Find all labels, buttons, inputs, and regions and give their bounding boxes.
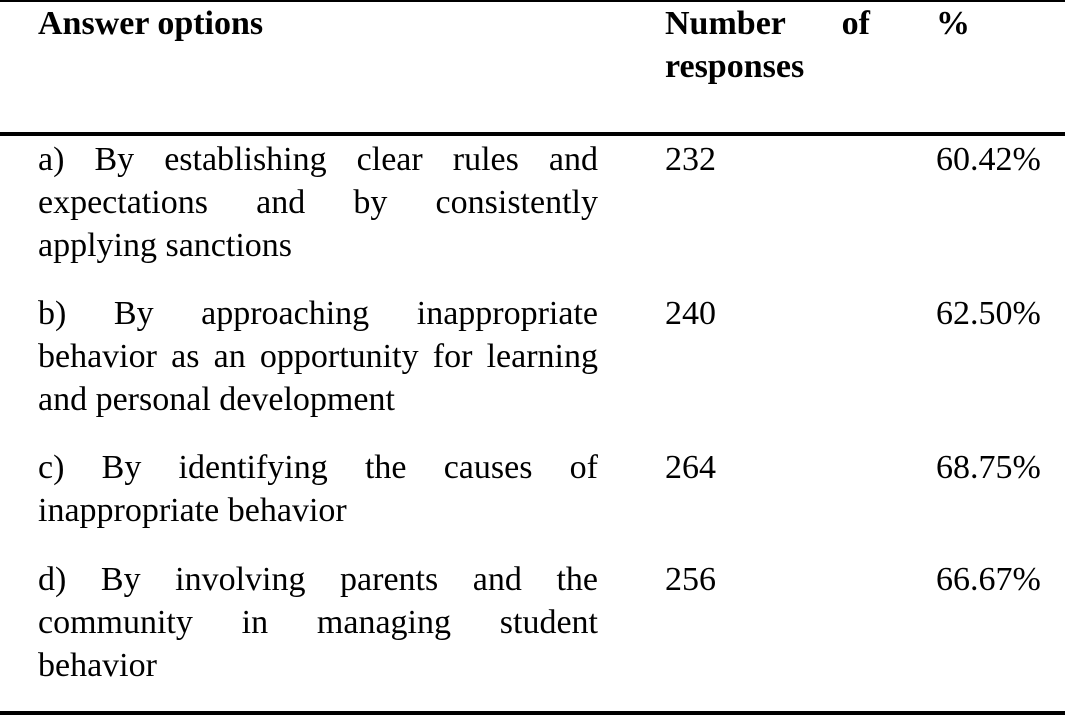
response-percent-b: 62.50% xyxy=(936,295,1041,332)
answer-option-c: c) By identifying the causes of inappropriate behavior xyxy=(38,449,598,529)
header-divider-rule xyxy=(0,132,1065,136)
response-count-b: 240 xyxy=(665,295,716,332)
response-count-a: 232 xyxy=(665,141,716,178)
response-percent-c: 68.75% xyxy=(936,449,1041,486)
header-number-of-responses: Number of responses xyxy=(665,5,870,85)
answer-option-a: a) By establishing clear rules and expectations and by consistently applying sanctions xyxy=(38,141,598,264)
header-percent: % xyxy=(936,5,970,42)
response-count-c: 264 xyxy=(665,449,716,486)
answer-option-b: b) By approaching inappropriate behavior as an opportunity for learning and personal development xyxy=(38,295,598,418)
response-percent-a: 60.42% xyxy=(936,141,1041,178)
table-bottom-rule xyxy=(0,711,1065,715)
header-answer-options: Answer options xyxy=(38,5,264,42)
answer-option-d: d) By involving parents and the community in managing student behavior xyxy=(38,561,598,684)
response-count-d: 256 xyxy=(665,561,716,598)
response-percent-d: 66.67% xyxy=(936,561,1041,598)
